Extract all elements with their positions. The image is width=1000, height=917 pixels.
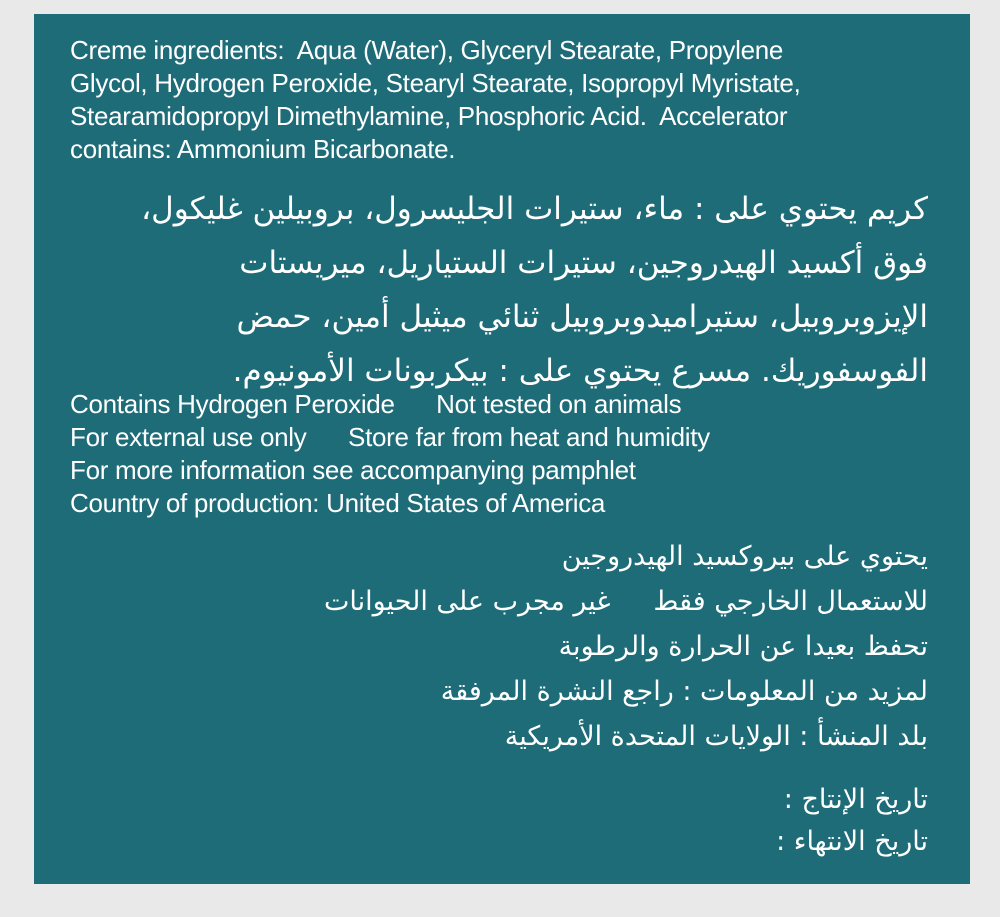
warnings-ar-line: تحفظ بعيدا عن الحرارة والرطوبة	[558, 631, 928, 662]
ingredients-ar-line: كريم يحتوي على : ماء، ستيرات الجليسرول، بروبيلين غليكول،	[141, 191, 928, 227]
product-label-panel	[34, 14, 970, 884]
ingredients-en-line: contains: Ammonium Bicarbonate.	[70, 134, 456, 164]
ingredients-english	[70, 34, 801, 166]
ingredients-en-line: Stearamidopropyl Dimethylamine, Phosphoric Acid. Accelerator	[70, 101, 788, 131]
warnings-en-line: Country of production: United States of America	[70, 488, 606, 518]
warnings-en-line: Contains Hydrogen Peroxide Not tested on animals	[70, 389, 682, 419]
warnings-english	[70, 388, 710, 520]
warnings-en-line: For more information see accompanying pamphlet	[70, 455, 636, 485]
ingredients-en-line: Creme ingredients: Aqua (Water), Glyceryl Stearate, Propylene	[70, 35, 784, 65]
expiry-date-label: تاريخ الانتهاء :	[776, 826, 928, 857]
ingredients-ar-line: فوق أكسيد الهيدروجين، ستيرات الستياريل، ميريستات	[239, 245, 928, 281]
ingredients-ar-line: الإيزوبروبيل، ستيراميدوبروبيل ثنائي ميثيل أمين، حمض	[236, 299, 928, 335]
ingredients-arabic	[141, 182, 928, 398]
ingredients-en-line: Glycol, Hydrogen Peroxide, Stearyl Stearate, Isopropyl Myristate,	[70, 68, 801, 98]
warnings-ar-line: لمزيد من المعلومات : راجع النشرة المرفقة	[440, 676, 928, 707]
production-date-label: تاريخ الإنتاج :	[783, 784, 928, 815]
warnings-ar-line: للاستعمال الخارجي فقط غير مجرب على الحيوانات	[323, 586, 928, 617]
ingredients-ar-line: الفوسفوريك. مسرع يحتوي على : بيكربونات الأمونيوم.	[232, 353, 928, 389]
dates-arabic	[776, 779, 928, 863]
warnings-en-line: For external use only Store far from heat and humidity	[70, 422, 710, 452]
warnings-ar-line: بلد المنشأ : الولايات المتحدة الأمريكية	[504, 721, 928, 752]
warnings-arabic	[324, 534, 928, 759]
warnings-ar-line: يحتوي على بيروكسيد الهيدروجين	[561, 541, 928, 572]
